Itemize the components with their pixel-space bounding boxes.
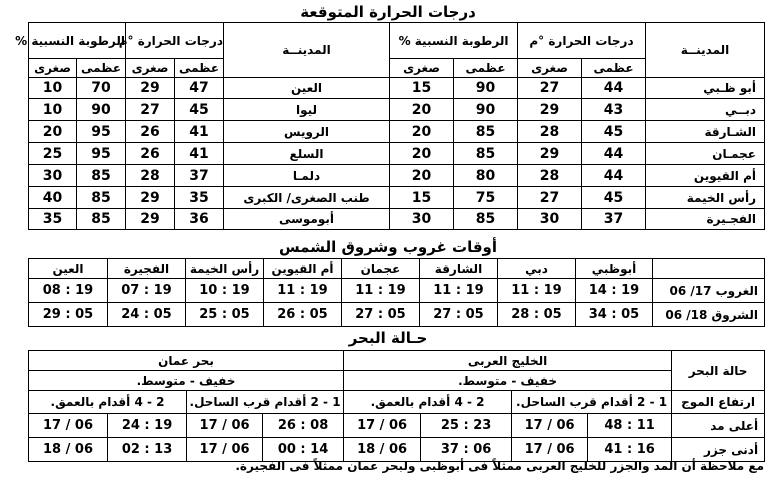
temp-max-value: 37 xyxy=(582,209,646,230)
temp-min-value: 29 xyxy=(126,78,175,99)
temp-max-value: 37 xyxy=(175,165,224,187)
temp-max-value: 41 xyxy=(175,121,224,143)
temp-max-value: 44 xyxy=(582,165,646,187)
temp-max-value: 47 xyxy=(175,78,224,99)
high-tide-value: 11 : 48 xyxy=(588,414,672,438)
city-name: دبــي xyxy=(646,99,765,121)
table-row xyxy=(29,121,765,143)
sun-row-label: الغروب 17/ 06 xyxy=(653,279,765,303)
wave-height-label: ارتفاع الموج xyxy=(672,391,765,414)
low-tide-value: 06 : 37 xyxy=(421,438,512,462)
sunset-time: 19 : 11 xyxy=(498,279,576,303)
humidity-min-value: 30 xyxy=(390,209,454,230)
temp-max-value: 41 xyxy=(175,143,224,165)
oman-state: خفيف - متوسط. xyxy=(29,371,344,391)
humidity-max-value: 85 xyxy=(454,209,518,230)
high-tide-value: 23 : 25 xyxy=(421,414,512,438)
oman-wave-coast: 1 - 2 أقدام قرب الساحل. xyxy=(187,391,344,414)
high-tide-value: 06 / 17 xyxy=(344,414,421,438)
gulf-header: الخليج العربى xyxy=(344,351,672,371)
city-name: أبو ظـبي xyxy=(646,78,765,99)
high-tide-value: 06 / 17 xyxy=(187,414,263,438)
temperature-table xyxy=(15,22,765,230)
humidity-max-value: 85 xyxy=(454,143,518,165)
oman-wave-deep: 2 - 4 أقدام بالعمق. xyxy=(29,391,187,414)
sunset-time: 19 : 10 xyxy=(186,279,264,303)
temp-min-value: 27 xyxy=(126,99,175,121)
temp-min-value: 27 xyxy=(518,187,582,209)
humidity-max-value: 95 xyxy=(77,143,126,165)
city-name: طنب الصغرى/ الكبرى xyxy=(224,187,390,209)
city-name: دلمـا xyxy=(224,165,390,187)
humidity-min-value: 35 xyxy=(29,209,77,230)
temp-min-value: 28 xyxy=(518,121,582,143)
table-row xyxy=(29,414,765,438)
sun-city: رأس الخيمة xyxy=(186,259,264,279)
sunset-time: 19 : 08 xyxy=(29,279,108,303)
humidity-max-value: 85 xyxy=(77,209,126,230)
city-name: أبوموسى xyxy=(224,209,390,230)
empty-corner-cell xyxy=(653,259,765,279)
col-temp-header: درجات الحرارة °م xyxy=(126,23,224,59)
table-row xyxy=(29,99,765,121)
humidity-min-value: 40 xyxy=(29,187,77,209)
humidity-max-value: 80 xyxy=(454,165,518,187)
city-name: رأس الخيمة xyxy=(646,187,765,209)
high-tide-value: 08 : 26 xyxy=(263,414,344,438)
humidity-min-value: 30 xyxy=(29,165,77,187)
city-name: أم القيوين xyxy=(646,165,765,187)
sun-city: أم القيوين xyxy=(264,259,342,279)
table-row xyxy=(29,438,765,462)
sunrise-time: 05 : 26 xyxy=(264,303,342,327)
temp-max-value: 43 xyxy=(582,99,646,121)
temp-max-value: 45 xyxy=(582,121,646,143)
high-tide-value: 19 : 24 xyxy=(108,414,187,438)
temp-min-value: 29 xyxy=(126,209,175,230)
city-name: الرويس xyxy=(224,121,390,143)
temp-max-value: 45 xyxy=(175,99,224,121)
sea-state-header: حالة البحر xyxy=(672,351,765,391)
gulf-wave-deep: 2 - 4 أقدام بالعمق. xyxy=(344,391,512,414)
low-tide-label: أدنى جزر xyxy=(672,438,765,462)
temp-max-value: 44 xyxy=(582,78,646,99)
sunset-time: 19 : 11 xyxy=(420,279,498,303)
humidity-max-value: 85 xyxy=(454,121,518,143)
temp-max-value: 35 xyxy=(175,187,224,209)
humidity-min-value: 20 xyxy=(29,121,77,143)
city-name: العين xyxy=(224,78,390,99)
humidity-min-value: 15 xyxy=(390,187,454,209)
sunrise-time: 05 : 29 xyxy=(29,303,108,327)
low-tide-value: 14 : 00 xyxy=(263,438,344,462)
sea-table xyxy=(28,350,765,462)
col-city-header: المدينــة xyxy=(224,23,390,78)
sun-city: الشارقة xyxy=(420,259,498,279)
col-humidity-header: الرطوبة النسبية % xyxy=(29,23,126,59)
low-tide-value: 06 / 18 xyxy=(344,438,421,462)
min-header: صغرى xyxy=(390,59,454,78)
humidity-max-value: 75 xyxy=(454,187,518,209)
table-row xyxy=(29,279,765,303)
col-temp-header: درجات الحرارة °م xyxy=(518,23,646,59)
temp-min-value: 26 xyxy=(126,143,175,165)
col-city-header: المدينــة xyxy=(646,23,765,78)
table-row xyxy=(29,303,765,327)
temp-min-value: 27 xyxy=(518,78,582,99)
sunset-time: 19 : 14 xyxy=(576,279,653,303)
temp-min-value: 30 xyxy=(518,209,582,230)
table-row xyxy=(29,187,765,209)
temp-min-value: 29 xyxy=(126,187,175,209)
low-tide-value: 06 / 18 xyxy=(29,438,108,462)
humidity-min-value: 10 xyxy=(29,78,77,99)
table-row xyxy=(29,78,765,99)
low-tide-value: 16 : 41 xyxy=(588,438,672,462)
temp-min-value: 28 xyxy=(126,165,175,187)
sunrise-time: 05 : 24 xyxy=(108,303,186,327)
temp-min-value: 28 xyxy=(518,165,582,187)
low-tide-value: 06 / 17 xyxy=(187,438,263,462)
max-header: عظمى xyxy=(77,59,126,78)
humidity-max-value: 95 xyxy=(77,121,126,143)
humidity-min-value: 15 xyxy=(390,78,454,99)
oman-header: بحر عمان xyxy=(29,351,344,371)
sunrise-time: 05 : 34 xyxy=(576,303,653,327)
city-name: عجمـان xyxy=(646,143,765,165)
sun-city: دبي xyxy=(498,259,576,279)
humidity-min-value: 20 xyxy=(390,121,454,143)
sunset-time: 19 : 11 xyxy=(264,279,342,303)
high-tide-value: 06 / 17 xyxy=(29,414,108,438)
sunset-time: 19 : 11 xyxy=(342,279,420,303)
table-row xyxy=(29,259,765,279)
high-tide-value: 06 / 17 xyxy=(512,414,588,438)
humidity-min-value: 20 xyxy=(390,143,454,165)
humidity-max-value: 90 xyxy=(77,99,126,121)
table-row xyxy=(29,209,765,230)
gulf-wave-coast: 1 - 2 أقدام قرب الساحل. xyxy=(512,391,672,414)
sunrise-time: 05 : 28 xyxy=(498,303,576,327)
temp-min-value: 29 xyxy=(518,99,582,121)
max-header: عظمى xyxy=(175,59,224,78)
table-row xyxy=(29,165,765,187)
sun-title: أوقات غروب وشروق الشمس xyxy=(278,238,498,256)
low-tide-value: 13 : 02 xyxy=(108,438,187,462)
max-header: عظمى xyxy=(454,59,518,78)
humidity-max-value: 85 xyxy=(77,165,126,187)
humidity-min-value: 10 xyxy=(29,99,77,121)
temp-max-value: 45 xyxy=(582,187,646,209)
table-row xyxy=(29,143,765,165)
sunrise-time: 05 : 25 xyxy=(186,303,264,327)
sunrise-time: 05 : 27 xyxy=(342,303,420,327)
gulf-state: خفيف - متوسط. xyxy=(344,371,672,391)
min-header: صغرى xyxy=(126,59,175,78)
humidity-max-value: 90 xyxy=(454,99,518,121)
max-header: عظمى xyxy=(582,59,646,78)
high-tide-label: أعلى مد xyxy=(672,414,765,438)
sun-city: العين xyxy=(29,259,108,279)
city-name: ليوا xyxy=(224,99,390,121)
min-header: صغرى xyxy=(29,59,77,78)
temp-max-value: 44 xyxy=(582,143,646,165)
humidity-max-value: 70 xyxy=(77,78,126,99)
min-header: صغرى xyxy=(518,59,582,78)
sun-row-label: الشروق 18/ 06 xyxy=(653,303,765,327)
humidity-min-value: 20 xyxy=(390,99,454,121)
temp-min-value: 29 xyxy=(518,143,582,165)
sunrise-time: 05 : 27 xyxy=(420,303,498,327)
city-name: الفجـيرة xyxy=(646,209,765,230)
temp-max-value: 36 xyxy=(175,209,224,230)
humidity-max-value: 85 xyxy=(77,187,126,209)
low-tide-value: 06 / 17 xyxy=(512,438,588,462)
sun-table xyxy=(28,258,765,327)
sun-city: عجمان xyxy=(342,259,420,279)
sun-city: الفجيرة xyxy=(108,259,186,279)
city-name: السلع xyxy=(224,143,390,165)
temperature-title: درجات الحرارة المتوقعة xyxy=(300,3,476,21)
sunset-time: 19 : 07 xyxy=(108,279,186,303)
sun-city: أبوظبي xyxy=(576,259,653,279)
col-humidity-header: الرطوبة النسبية % xyxy=(390,23,518,59)
tide-note: مع ملاحظة أن المد والجزر للخليج العربى ممثلاً فى أبوظبى ولبحر عمان ممثلاً فى الفجيرة. xyxy=(235,459,764,473)
sea-title: حـالة البحر xyxy=(348,329,428,347)
city-name: الشـارقة xyxy=(646,121,765,143)
humidity-max-value: 90 xyxy=(454,78,518,99)
humidity-min-value: 20 xyxy=(390,165,454,187)
humidity-min-value: 25 xyxy=(29,143,77,165)
temp-min-value: 26 xyxy=(126,121,175,143)
